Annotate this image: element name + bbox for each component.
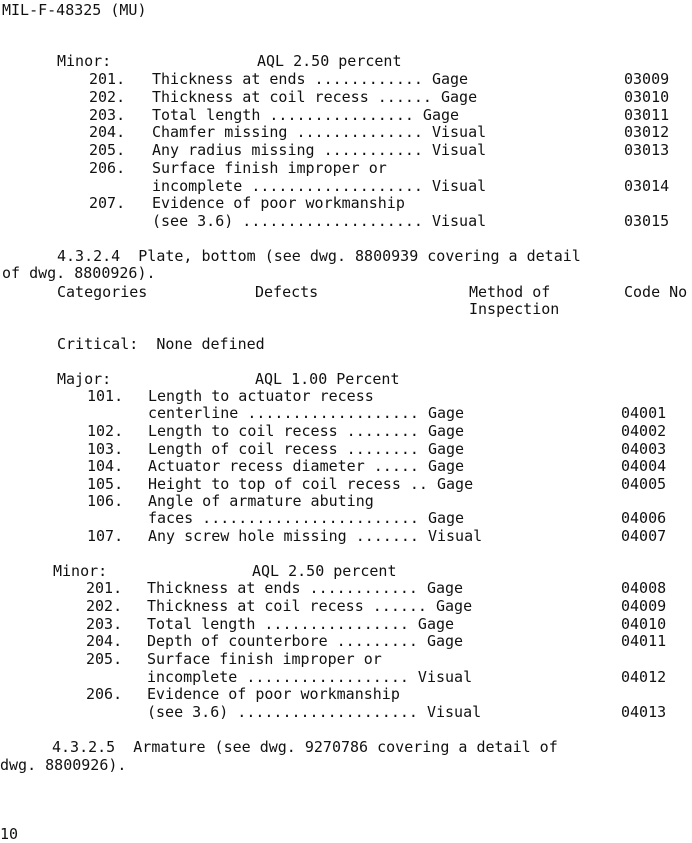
defect-description: Evidence of poor workmanship bbox=[147, 685, 400, 703]
column-header-defects: Defects bbox=[255, 283, 319, 301]
defect-number: 107. bbox=[87, 527, 124, 545]
defect-description: Depth of counterbore ......... Gage bbox=[147, 632, 464, 650]
defect-number: 101. bbox=[87, 387, 124, 405]
section-4324-heading: 4.3.2.4 Plate, bottom (see dwg. 8800939 covering a detail bbox=[57, 247, 581, 265]
column-header-method: Method of bbox=[469, 283, 551, 301]
defect-code: 03010 bbox=[624, 88, 670, 106]
section-4325-heading: 4.3.2.5 Armature (see dwg. 9270786 covering a detail of bbox=[52, 738, 558, 756]
defect-description: (see 3.6) .................... Visual bbox=[147, 703, 482, 721]
defect-code: 04009 bbox=[621, 597, 667, 615]
defect-number: 105. bbox=[87, 475, 124, 493]
defect-code: 03013 bbox=[624, 141, 670, 159]
column-header-categories: Categories bbox=[57, 283, 148, 301]
defect-description: Thickness at coil recess ...... Gage bbox=[152, 88, 478, 106]
section-4325-continuation: dwg. 8800926). bbox=[0, 756, 127, 774]
defect-description: (see 3.6) .................... Visual bbox=[152, 212, 487, 230]
defect-code: 04007 bbox=[621, 527, 667, 545]
minor-heading: Minor: bbox=[53, 562, 108, 580]
defect-description: Length to coil recess ........ Gage bbox=[148, 422, 465, 440]
defect-number: 207. bbox=[89, 194, 126, 212]
defect-code: 04012 bbox=[621, 668, 667, 686]
defect-description: Thickness at coil recess ...... Gage bbox=[147, 597, 473, 615]
defect-number: 202. bbox=[89, 88, 126, 106]
defect-number: 201. bbox=[89, 70, 126, 88]
defect-number: 202. bbox=[86, 597, 123, 615]
defect-description: Height to top of coil recess .. Gage bbox=[148, 475, 474, 493]
defect-code: 04003 bbox=[621, 440, 667, 458]
defect-description: Length to actuator recess bbox=[148, 387, 374, 405]
defect-description: Actuator recess diameter ..... Gage bbox=[148, 457, 465, 475]
defect-description: faces ........................ Gage bbox=[148, 509, 465, 527]
defect-code: 04005 bbox=[621, 475, 667, 493]
major-aql: AQL 1.00 Percent bbox=[255, 370, 400, 388]
minor-aql: AQL 2.50 percent bbox=[257, 52, 402, 70]
defect-description: incomplete ................... Visual bbox=[152, 177, 487, 195]
defect-number: 206. bbox=[89, 159, 126, 177]
defect-description: Total length ................ Gage bbox=[152, 106, 460, 124]
defect-number: 102. bbox=[87, 422, 124, 440]
defect-code: 04013 bbox=[621, 703, 667, 721]
defect-description: Any screw hole missing ....... Visual bbox=[148, 527, 483, 545]
defect-number: 104. bbox=[87, 457, 124, 475]
defect-description: Length of coil recess ........ Gage bbox=[148, 440, 465, 458]
defect-description: incomplete .................. Visual bbox=[147, 668, 473, 686]
defect-code: 03014 bbox=[624, 177, 670, 195]
defect-description: Surface finish improper or bbox=[147, 650, 382, 668]
defect-code: 03015 bbox=[624, 212, 670, 230]
defect-code: 03012 bbox=[624, 123, 670, 141]
defect-code: 04006 bbox=[621, 509, 667, 527]
page-number: 10 bbox=[0, 825, 19, 843]
column-header-code: Code No bbox=[624, 283, 688, 301]
defect-code: 03011 bbox=[624, 106, 670, 124]
major-heading: Major: bbox=[57, 370, 112, 388]
defect-number: 205. bbox=[89, 141, 126, 159]
defect-description: Thickness at ends ............ Gage bbox=[147, 579, 464, 597]
column-header-method-line2: Inspection bbox=[469, 300, 560, 318]
defect-description: Thickness at ends ............ Gage bbox=[152, 70, 469, 88]
defect-description: centerline ................... Gage bbox=[148, 404, 465, 422]
defect-description: Total length ................ Gage bbox=[147, 615, 455, 633]
minor-aql: AQL 2.50 percent bbox=[252, 562, 397, 580]
minor-heading: Minor: bbox=[57, 52, 112, 70]
defect-code: 04002 bbox=[621, 422, 667, 440]
defect-code: 04001 bbox=[621, 404, 667, 422]
defect-number: 106. bbox=[87, 492, 124, 510]
defect-number: 206. bbox=[86, 685, 123, 703]
defect-code: 04010 bbox=[621, 615, 667, 633]
defect-number: 203. bbox=[86, 615, 123, 633]
defect-code: 04011 bbox=[621, 632, 667, 650]
defect-number: 204. bbox=[89, 123, 126, 141]
defect-description: Evidence of poor workmanship bbox=[152, 194, 405, 212]
defect-number: 205. bbox=[86, 650, 123, 668]
defect-code: 04004 bbox=[621, 457, 667, 475]
section-4324-continuation: of dwg. 8800926). bbox=[2, 264, 156, 282]
defect-code: 04008 bbox=[621, 579, 667, 597]
critical-line: Critical: None defined bbox=[57, 335, 265, 353]
defect-description: Chamfer missing .............. Visual bbox=[152, 123, 487, 141]
defect-description: Surface finish improper or bbox=[152, 159, 387, 177]
defect-number: 204. bbox=[86, 632, 123, 650]
defect-number: 201. bbox=[86, 579, 123, 597]
defect-number: 103. bbox=[87, 440, 124, 458]
document-id-header: MIL-F-48325 (MU) bbox=[2, 1, 147, 19]
defect-description: Any radius missing ........... Visual bbox=[152, 141, 487, 159]
defect-number: 203. bbox=[89, 106, 126, 124]
defect-description: Angle of armature abuting bbox=[148, 492, 374, 510]
defect-code: 03009 bbox=[624, 70, 670, 88]
